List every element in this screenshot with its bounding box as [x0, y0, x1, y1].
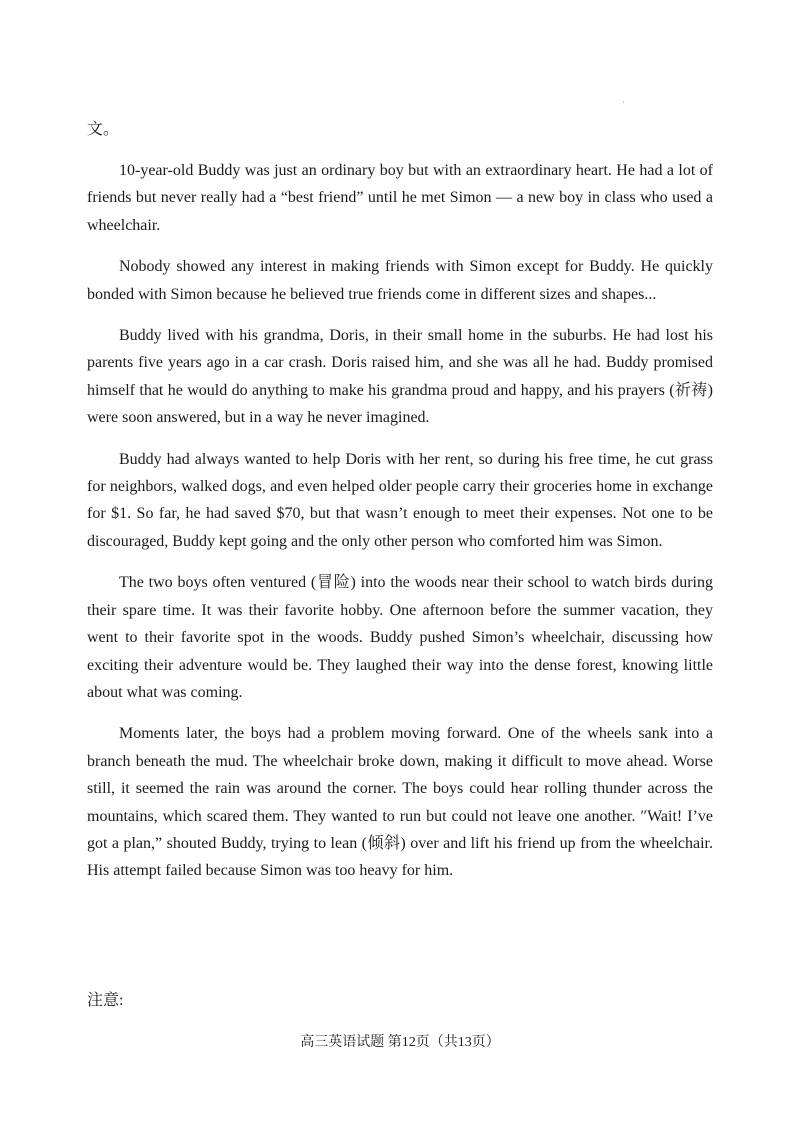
paragraph-6: Moments later, the boys had a problem moving forward. One of the wheels sank into a branch beneath the mud. The wheelchair broke down, making it difficult to move ahead. Worse still, it seemed the rain was around the corner. The boys could hear rolling thunder across the mountains, which scared them. They wanted to run but could not leave one another. ″Wait! I’ve got a plan,” shouted Buddy, trying to lean (倾斜) over and lift his friend up from the wheelchair. His attempt failed because Simon was too heavy for him.: [87, 725, 713, 880]
passage-body: [87, 157, 713, 899]
paragraph-1: 10-year-old Buddy was just an ordinary boy but with an extraordinary heart. He had a lot of friends but never really had a “best friend” until he met Simon — a new boy in class who used a wheelchair.: [87, 162, 713, 234]
paragraph-4: Buddy had always wanted to help Doris with her rent, so during his free time, he cut grass for neighbors, walked dogs, and even helped older people carry their groceries home in exchange for $1. So far, he had saved $70, but that wasn’t enough to meet their expenses. Not one to be discouraged, Buddy kept going and the only other person who comforted him was Simon.: [87, 450, 713, 550]
page-footer: 高三英语试题 第12页（共13页）: [300, 1035, 500, 1050]
paragraph-5: The two boys often ventured (冒险) into the woods near their school to watch birds during their spare time. It was their favorite hobby. One afternoon before the summer vacation, they went to their favorite spot in the woods. Buddy pushed Simon’s wheelchair, discussing how exciting their adventure would be. They laughed their way into the dense forest, knowing little about what was coming.: [87, 574, 713, 701]
corner-mark: ': [623, 100, 625, 109]
top-fragment: 文。: [87, 121, 120, 138]
paragraph-3: Buddy lived with his grandma, Doris, in their small home in the suburbs. He had lost his parents five years ago in a car crash. Doris raised him, and she was all he had. Buddy promised himself that he would do anything to make his grandma proud and happy, and his prayers (祈祷) were soon answered, but in a way he never imagined.: [87, 327, 713, 427]
paragraph-2: Nobody showed any interest in making friends with Simon except for Buddy. He quickly bonded with Simon because he believed true friends come in different sizes and shapes...: [87, 258, 713, 303]
note-label: 注意:: [87, 992, 124, 1009]
